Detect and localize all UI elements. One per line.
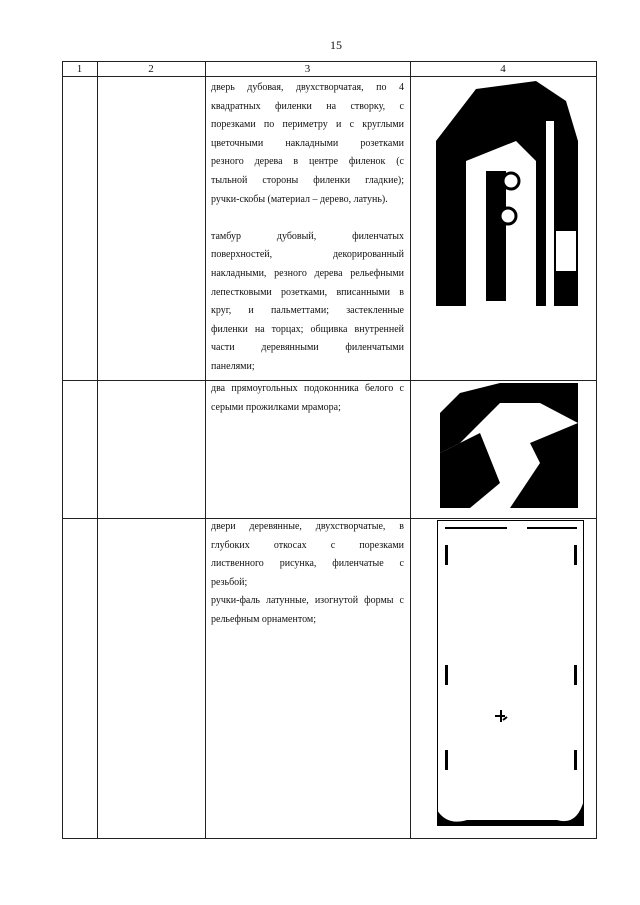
table-border [62,61,63,839]
column-divider [410,61,411,839]
text-line: части деревянными филенчатыми [211,342,404,354]
header-col-3: 3 [304,63,311,75]
text-line: серыми прожилками мрамора; [211,401,341,413]
windowsill-photo [440,383,578,508]
door-drawing-photo [437,520,584,826]
text-line: филенки на торцах; общивка внутренней [211,323,404,335]
description-cell [211,380,404,417]
text-line: порезками по периметру и с круглыми [211,119,404,131]
text-line: квадратных филенки на створку, с [211,100,404,112]
text-line: круг, и пальметтами; застекленные [211,305,404,317]
text-line: тыльной стороны филенки гладкие); [211,174,404,186]
text-line: панелями; [211,360,255,372]
table-border [596,61,597,839]
text-line: глубоких откосах с порезками [211,539,404,551]
header-col-1: 1 [76,63,83,75]
text-line: цветочными накладными розетками [211,137,404,149]
description-cell [211,79,404,377]
text-line: двери деревянные, двухстворчатые, в [211,521,404,532]
text-line: лиственного рисунка, филенчатые с [211,558,404,570]
text-line: рельефным орнаментом; [211,613,316,625]
table-border [62,61,597,62]
text-line: тамбур дубовый, филенчатых [211,230,404,242]
page-number: 15 [330,38,342,52]
text-line: накладными, резного дерева рельефными [211,267,404,279]
text-line: два прямоугольных подоконника белого с [211,383,404,394]
text-line: дверь дубовая, двухстворчатая, по 4 [211,82,404,93]
description-cell [211,518,404,630]
column-divider [97,61,98,839]
text-line: лепестковыми розетками, вписанными в [211,286,404,298]
text-line: ручки-фаль латунные, изогнутой формы с [211,595,404,607]
table-border [62,76,597,77]
text-line: резного дерева в центре филенок (с [211,156,404,168]
column-divider [205,61,206,839]
text-line: поверхностей, декорированный [211,249,404,261]
text-line: ручки-скобы (материал – дерево, латунь). [211,193,388,205]
table-border [62,838,597,839]
text-line [211,209,404,228]
header-col-4: 4 [500,63,506,75]
door-photo [436,81,578,306]
text-line: резьбой; [211,576,248,588]
header-col-2: 2 [148,63,154,75]
